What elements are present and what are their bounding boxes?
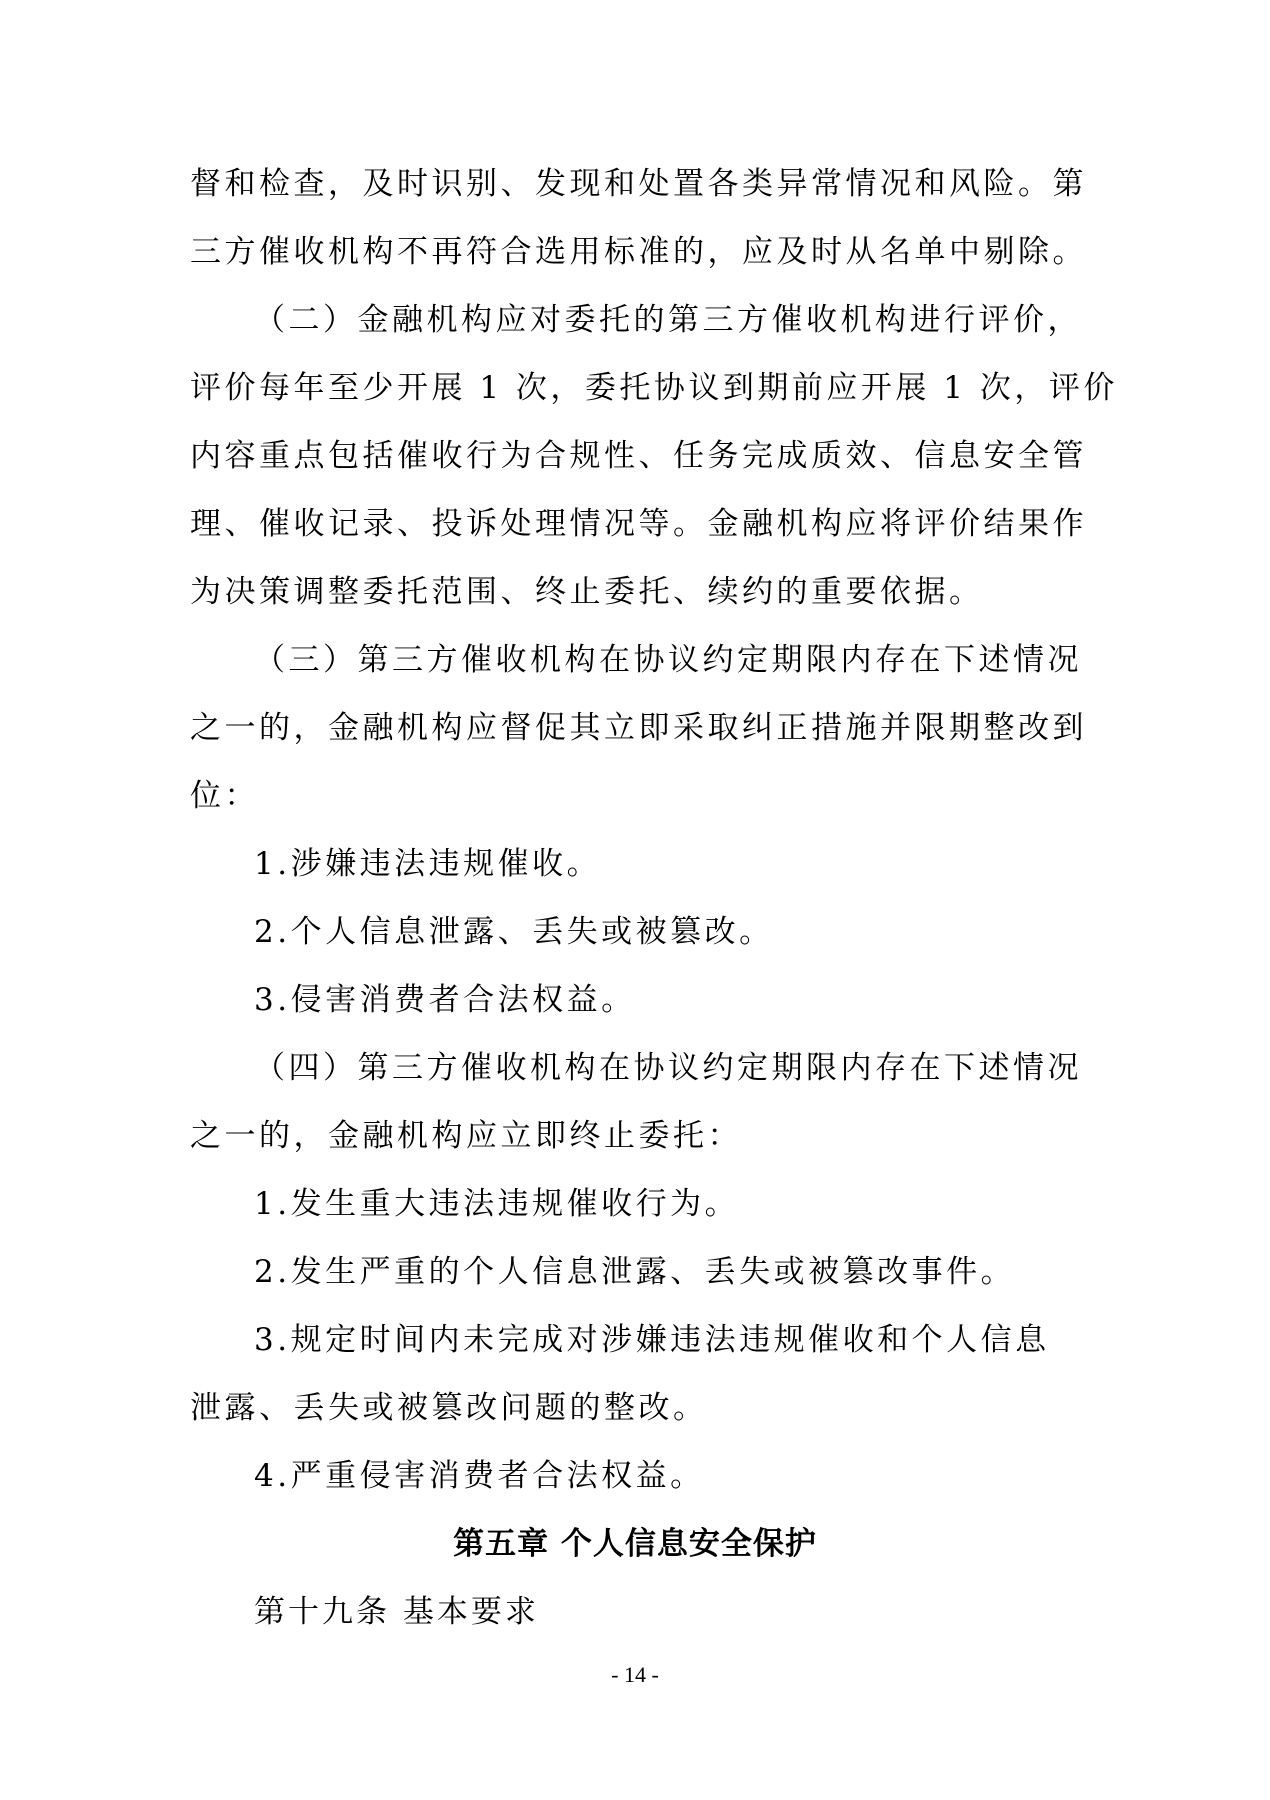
paragraph: [190, 150, 1087, 286]
text-line: 之一的，金融机构应督促其立即采取纠正措施并限期整改到: [190, 710, 1087, 746]
document-body: [190, 150, 1118, 1646]
text-line: （二）金融机构应对委托的第三方催收机构进行评价，: [254, 302, 1082, 338]
text-line: 3.侵害消费者合法权益。: [254, 982, 636, 1018]
text-line: 1.涉嫌违法违规催收。: [254, 846, 602, 882]
paragraph: [190, 1034, 1080, 1170]
text-line: 1.发生重大违法违规催收行为。: [254, 1186, 740, 1222]
page-number: - 14 -: [611, 1662, 659, 1687]
list-item: [190, 1238, 1080, 1306]
chapter-heading: 第五章 个人信息安全保护: [453, 1526, 817, 1562]
paragraph: [190, 626, 1087, 830]
list-item: [190, 966, 1080, 1034]
text-line: 3.规定时间内未完成对涉嫌违法违规催收和个人信息: [254, 1322, 1050, 1358]
text-line: 2.个人信息泄露、丢失或被篡改。: [254, 914, 774, 950]
paragraph: [190, 286, 1118, 626]
text-line: 2.发生严重的个人信息泄露、丢失或被篡改事件。: [254, 1254, 1016, 1290]
text-line: 内容重点包括催收行为合规性、任务完成质效、信息安全管: [190, 438, 1087, 474]
text-line: 理、催收记录、投诉处理情况等。金融机构应将评价结果作: [190, 506, 1087, 542]
article-heading: 第十九条 基本要求: [254, 1594, 539, 1630]
text-line: 为决策调整委托范围、终止委托、续约的重要依据。: [190, 574, 984, 610]
text-line: 督和检查，及时识别、发现和处置各类异常情况和风险。第: [190, 166, 1087, 202]
list-item: [190, 830, 1080, 898]
list-item: [190, 898, 1080, 966]
list-item: [190, 1442, 1080, 1510]
text-line: 位：: [190, 778, 259, 814]
text-line: （三）第三方催收机构在协议约定期限内存在下述情况: [254, 642, 1082, 678]
text-line: （四）第三方催收机构在协议约定期限内存在下述情况: [254, 1050, 1082, 1086]
text-line: 三方催收机构不再符合选用标准的，应及时从名单中剔除。: [190, 234, 1087, 270]
list-item: [190, 1170, 1080, 1238]
text-line: 评价每年至少开展 1 次，委托协议到期前应开展 1 次，评价: [190, 370, 1118, 406]
text-line: 4.严重侵害消费者合法权益。: [254, 1458, 705, 1494]
list-item: [190, 1306, 1080, 1442]
text-line: 之一的，金融机构应立即终止委托：: [190, 1118, 742, 1154]
text-line: 泄露、丢失或被篡改问题的整改。: [190, 1390, 708, 1426]
